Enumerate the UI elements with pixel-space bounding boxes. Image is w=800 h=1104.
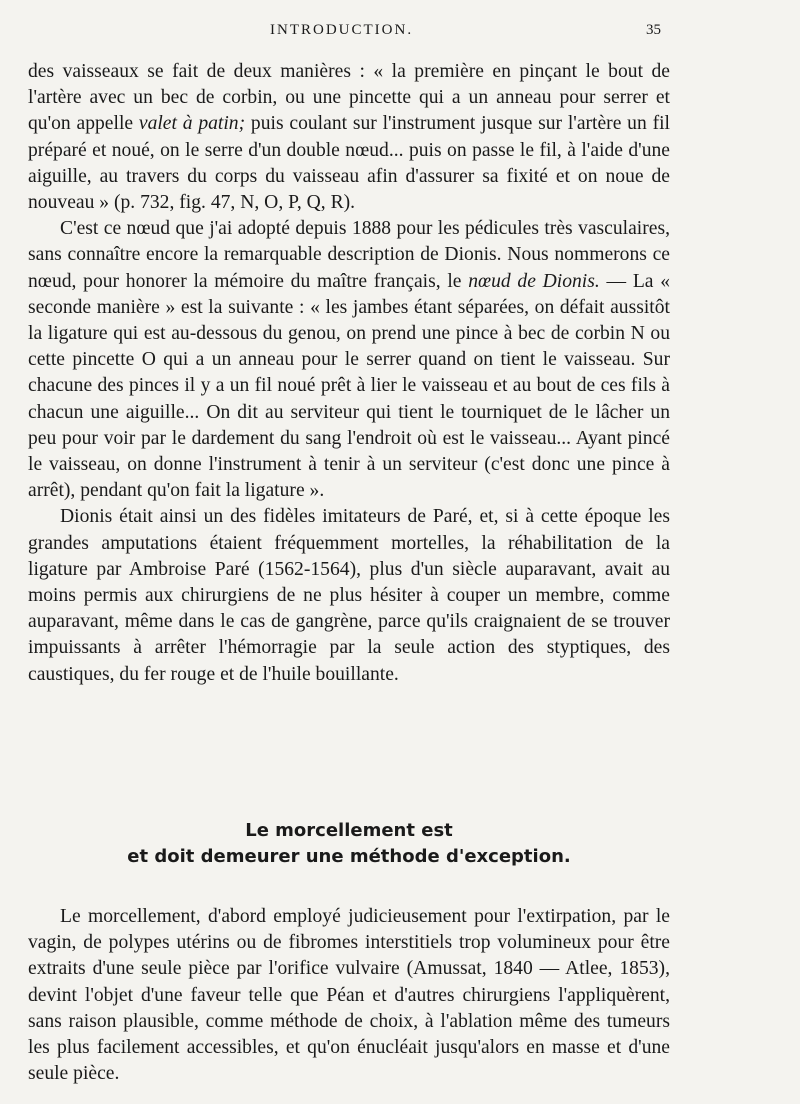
running-head: INTRODUCTION. — [270, 22, 414, 38]
section-body — [28, 904, 670, 1087]
page-number: 35 — [646, 22, 661, 38]
page-header — [0, 22, 800, 42]
section-heading — [28, 818, 670, 870]
paragraph-2: C'est ce nœud que j'ai adopté depuis 1888 pour les pédicules très vasculaires, sans connaître encore la remarquable description de Dionis. Nous nommerons ce nœud, pour honorer la mémoire du maître français, le nœud de Dionis. — La « seconde manière » est la suivante : « les jambes étant séparées, on défait aussitôt la ligature qui est au-dessous du genou, on prend une pince à bec de corbin N ou cette pincette O qui a un anneau pour le serrer quand on tient le vaisseau. Sur chacune des pinces il y a un fil noué prêt à lier le vaisseau et au bout de ces fils à chacun une aiguille... On dit au serviteur qui tient le tourniquet de le lâcher un peu pour voir par le dardement du sang l'endroit où est le vaisseau... Ayant pincé le vaisseau, on donne l'instrument à tenir à un serviteur (c'est donc une pince à arrêt), pendant qu'on fait la ligature ». — [28, 218, 670, 502]
paragraph-3: Dionis était ainsi un des fidèles imitateurs de Paré, et, si à cette époque les grandes amputations étaient fréquemment mortelles, la réhabilitation de la ligature par Ambroise Paré (1562-1564), plus d'un siècle auparavant, avait au moins permis aux chirurgiens de ne plus hésiter à couper un membre, comme auparavant, même dans le cas de gangrène, parce qu'ils craignaient de se trouver impuissants à arrêter l'hémorragie par la seule action des styptiques, des caustiques, du fer rouge et de l'huile bouillante. — [28, 506, 670, 685]
paragraph-1: des vaisseaux se fait de deux manières : « la première en pinçant le bout de l'artère avec un bec de corbin, ou une pincette qui a un anneau pour serrer et qu'on appelle valet à patin; puis coulant sur l'instrument jusque sur l'artère un fil préparé et noué, on le serre d'un double nœud... puis on passe le fil, à l'aide d'une aiguille, au travers du corps du vaisseau afin d'assurer sa fixité et on noue de nouveau » (p. 732, fig. 47, N, O, P, Q, R). — [28, 61, 670, 214]
italic-term: nœud de Dionis. — [468, 270, 600, 292]
section-paragraph: Le morcellement, d'abord employé judicieusement pour l'extirpation, par le vagin, de polypes utérins ou de fibromes interstitiels trop volumineux pour être extraits d'une seule pièce par l'orifice vulvaire (Amussat, 1840 — Atlee, 1853), devint l'objet d'une faveur telle que Péan et d'autres chirurgiens l'appliquèrent, sans raison plausible, comme méthode de choix, à l'ablation même des tumeurs les plus facilement accessibles, et qu'on énucléait jusqu'alors en masse et d'une seule pièce. — [28, 906, 670, 1085]
section-heading-line-2: et doit demeurer une méthode d'exception. — [127, 846, 571, 867]
italic-term: valet à patin; — [138, 113, 246, 135]
body-text — [28, 59, 670, 688]
section-heading-line-1: Le morcellement est — [245, 820, 453, 841]
